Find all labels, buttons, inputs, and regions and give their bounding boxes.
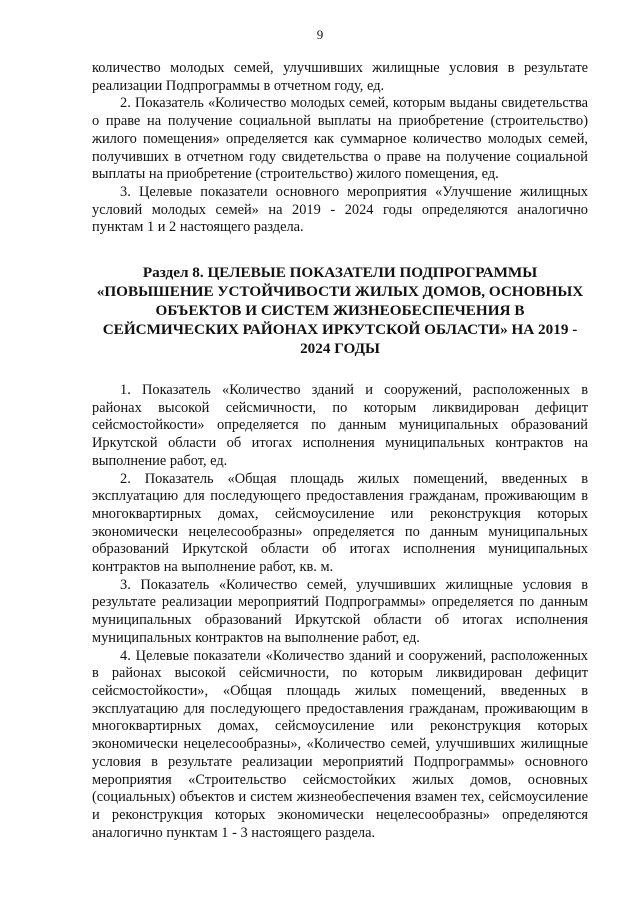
document-body xyxy=(92,60,588,842)
section-heading-line: «ПОВЫШЕНИЕ УСТОЙЧИВОСТИ ЖИЛЫХ ДОМОВ, ОСНОВНЫХ xyxy=(96,283,584,301)
section-paragraph-3: 3. Показатель «Количество семей, улучшивших жилищные условия в результате реализации мероприятий Подпрограммы» определяется по данным муниципальных образований Иркутской области об итогах исполнения муниципальных контрактов на выполнение работ, ед. xyxy=(92,576,588,646)
section-paragraph-1: 1. Показатель «Количество зданий и сооружений, расположенных в районах высокой сейсмичности, по которым ликвидирован дефицит сейсмостойкости» определяется по данным муниципальных образований Иркутской области об итогах исполнения муниципальных контрактов на выполнение работ, ед. xyxy=(92,382,588,469)
section-heading-line: Раздел 8. ЦЕЛЕВЫЕ ПОКАЗАТЕЛИ ПОДПРОГРАММЫ xyxy=(142,264,538,282)
section-heading xyxy=(92,263,588,358)
paragraph-indicator-3: 3. Целевые показатели основного мероприятия «Улучшение жилищных условий молодых семей» на 2019 - 2024 годы определяются аналогично пунктам 1 и 2 настоящего раздела. xyxy=(92,183,588,236)
paragraph-continuation: количество молодых семей, улучшивших жилищные условия в результате реализации Подпрограммы в отчетном году, ед. xyxy=(92,60,588,94)
page-number: 9 xyxy=(316,27,324,42)
paragraph-indicator-2: 2. Показатель «Количество молодых семей, которым выданы свидетельства о праве на получение социальной выплаты на приобретение (строительство) жилого помещения» определяется как суммарное количество молодых семей, получивших в отчетном году свидетельства о праве на получение социальной выплаты на приобретение (строительство) жилого помещения, ед. xyxy=(92,95,588,183)
section-heading-line: ОБЪЕКТОВ И СИСТЕМ ЖИЗНЕОБЕСПЕЧЕНИЯ В xyxy=(155,302,525,320)
section-paragraph-2: 2. Показатель «Общая площадь жилых помещений, введенных в эксплуатацию для последующего предоставления гражданам, проживающим в многоквартирных домах, сейсмоусиление или реконструкция которых экономически нецелесообразны» определяется по данным муниципальных образований Иркутской области об итогах исполнения муниципальных контрактов на выполнение работ, кв. м. xyxy=(92,470,588,576)
section-heading-line: 2024 ГОДЫ xyxy=(300,340,380,358)
section-paragraph-4: 4. Целевые показатели «Количество зданий и сооружений, расположенных в районах высокой сейсмичности, по которым ликвидирован дефицит сейсмостойкости», «Общая площадь жилых помещений, введенных в эксплуатацию для последующего предоставления гражданам, проживающим в многоквартирных домах, сейсмоусиление или реконструкция которых экономически нецелесообразны», «Количество семей, улучшивших жилищные условия в результате реализации мероприятий Подпрограммы» основного мероприятия «Строительство сейсмостойких жилых домов, основных (социальных) объектов и систем жизнеобеспечения взамен тех, сейсмоусиление и реконструкция которых экономически нецелесообразны» определяются аналогично пунктам 1 - 3 настоящего раздела. xyxy=(92,647,588,841)
section-heading-line: СЕЙСМИЧЕСКИХ РАЙОНАХ ИРКУТСКОЙ ОБЛАСТИ» НА 2019 - xyxy=(102,321,578,339)
